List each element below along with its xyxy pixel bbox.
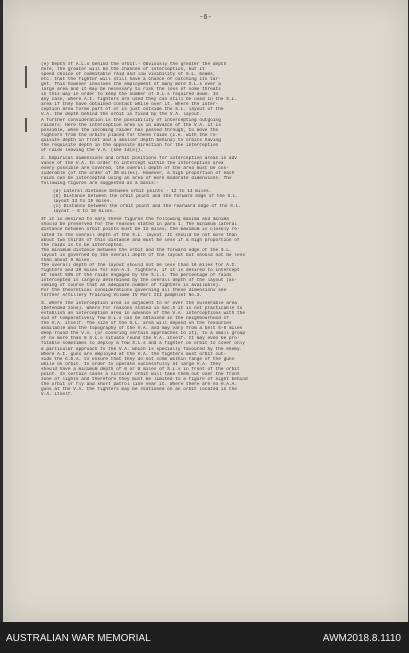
text-line: guns at the V.A. the fighters may be stationed on an orbit located in the: [41, 386, 237, 392]
text-line: The minimum distance between the orbit and the forward edge of the S.L.: [41, 247, 232, 253]
archive-footer: [0, 622, 409, 653]
paragraph-s2: [41, 156, 373, 186]
text-line: the orbit or fly and short patrol line near it. Where there are no H.A.A.: [41, 381, 237, 387]
text-line: If it is desired to vary these figures the following maxima and minima: [41, 217, 229, 223]
text-line: establish an interception area in advance of the V.A. interceptions with the: [41, 311, 246, 317]
text-line: (a) Lateral distance between orbit points - 12 to 14 miles.: [53, 189, 212, 195]
text-line: the requisite depth in the opposite direction for the interception: [41, 142, 219, 148]
text-line: siderable (of the order of 30 miles). However, a high proportion of each: [41, 170, 235, 176]
text-line: raids can be intercepted using an area of more moderate dimensions. The: [41, 176, 232, 182]
text-line: possible, when the incoming raider has passed through, to move the: [41, 127, 219, 133]
text-line: vance of the V.A. In order to intercept within the interception area: [41, 160, 224, 166]
paragraph-e: [41, 62, 373, 153]
text-line: For the theoretical considerations governing all these dimensions see: [41, 288, 227, 294]
text-line: further Artillery Training Volume IV Part III pamphlet No.3.: [41, 293, 203, 299]
text-line: etc. that the fighter will still have a chance of catching its tar-: [41, 77, 221, 83]
text-line: intercepted is largely determined by the overall depth of the layout (as-: [41, 277, 237, 283]
text-line: V.A. the depth behind the orbit is fixed by the V.A. layout.: [41, 112, 203, 118]
text-line: should be preserved for the reasons stated in para 1. The minimum lateral: [41, 222, 237, 228]
text-line: (c) Distance between the orbit point and the rearward edge of the S.L.: [53, 204, 241, 210]
text-line: (Defended zone). Where for reasons stated in Sec.5 it is not practicable to: [41, 306, 243, 312]
archive-name: AUSTRALIAN WAR MEMORIAL: [6, 633, 151, 644]
text-line: zone of lights and therefore they must be limited to a figure of eight behind: [41, 376, 248, 382]
text-line: The overall depth of the layout should not be less than 16 miles for A.I.: [41, 262, 237, 268]
paragraph-s3: [41, 301, 373, 397]
text-line: layout - 6 to 10 miles.: [53, 209, 115, 215]
text-line: fighters from the orbits placed for these raids (i.e. with the re-: [41, 132, 219, 138]
text-line: suming of course that an adequate number of fighters is available).: [41, 282, 221, 288]
text-line: lated to the overall depth of the S.L. layout. It should be not more than: [41, 232, 237, 238]
text-line: about two thirds of this distance and must be less if a high proportion of: [41, 237, 240, 243]
text-line: a particular approach to the V.A. which is specially favoured by the enemy.: [41, 346, 243, 352]
paragraph-s2b: [41, 217, 373, 298]
text-line: layout 13 to 15 miles.: [53, 199, 113, 205]
text-line: following figures are suggested as a basis:-: [41, 181, 160, 187]
text-line: fighters and 20 miles for non-A.I. fighters, if it is desired to intercept: [41, 267, 240, 273]
text-line: point. In certain cases a circular orbit will take them out over the front: [41, 371, 240, 377]
text-line: deep round the V.A. (or covering certain approaches to it), to a small group: [41, 331, 246, 337]
text-line: area if they have obtained contact while over it. Where the inter-: [41, 102, 219, 108]
text-line: fitable sometimes to deploy a few S.L.s and a fighter on orbit to cover only: [41, 341, 246, 347]
text-line: available and the topography of the V.A. and may vary from a belt 5-6 miles: [41, 326, 243, 332]
text-line: quisite depth in front and a smaller depth behind) to orbits having: [41, 137, 221, 143]
text-line: layout is governed by the overall depth of the layout but should not be less: [41, 252, 246, 258]
text-line: in this way in order to keep the number of S.L.s required down. In: [41, 92, 219, 98]
text-line: of no more than 6 S.L.s situate round the V.A. itself. It may even be pro-: [41, 336, 240, 342]
text-line: every possible are covered, the overall depth of the area must be con-: [41, 165, 229, 171]
text-line: 2. Empirical dimensions and orbit positions for interception areas in adv: [41, 155, 237, 161]
text-line: (e) Depth of A.L.s behind the orbit.- Obviously the greater the depth: [41, 62, 227, 67]
text-line: should have a minimum depth of 6 or 8 miles of S.L.s in front of the orbit: [41, 366, 240, 372]
text-line: the raids is to be intercepted.: [41, 242, 125, 248]
text-line: at least 50% of the raids engaged by the S.L.s. The percentage of raids: [41, 272, 232, 278]
text-line: A further consideration is the possibility of intercepting outgoing: [41, 117, 221, 123]
text-line: here, the greater will be the chances of interception, but it: [41, 67, 205, 73]
text-line: (b) Distance between the orbit point and the forward edge of the S.L.: [53, 194, 239, 200]
text-line: aid of comparatively few S.L.s can be obtained in the neighbourhood of: [41, 316, 229, 322]
text-line: side the G.D.A. to ensure that they do not come within range of the guns: [41, 356, 235, 362]
archive-reference: AWM2018.8.1110: [322, 633, 401, 644]
text-line: large area and it may be necessary to risk the loss of some threats: [41, 87, 221, 93]
margin-annotation-bar: [25, 118, 27, 132]
text-line: ception area forms part of or is just outside the S.L. layout of the: [41, 107, 224, 113]
document-page: [3, 0, 408, 622]
page-number: -6-: [199, 14, 212, 22]
text-line: get. This however involves the employment of many more S.L.s over a: [41, 82, 221, 88]
text-line: any case, where A.I. fighters are used they can still be used in the S.L.: [41, 97, 237, 103]
text-line: distance between orbit points must be 12 miles; the maximum is closely re-: [41, 227, 240, 233]
text-line: raiders. Here the interception area is in advance of the V.A. it is: [41, 122, 221, 128]
text-line: of raids leaving the V.A. (see 14(e)).: [41, 147, 144, 153]
text-line: 3. Where the interception area is adjacent to or over the vulnerable area: [41, 301, 237, 307]
document-body: [41, 62, 373, 400]
paragraph-list: [41, 189, 373, 214]
text-line: the V.A. itself. The size of the S.L. area will depend on the resources: [41, 321, 232, 327]
margin-annotation-bar: [25, 66, 27, 88]
text-line: V.A. itself.: [41, 391, 74, 397]
text-line: than about 8 miles.: [41, 257, 93, 263]
text-line: Where A.I. guns are employed at the V.A. the fighters must orbit out-: [41, 351, 227, 357]
text-line: while on orbit. In order to operate successfully at large V.A. they: [41, 361, 221, 367]
text-line: speed choice of commitable raid and low visibility of S.L. beams,: [41, 72, 216, 78]
